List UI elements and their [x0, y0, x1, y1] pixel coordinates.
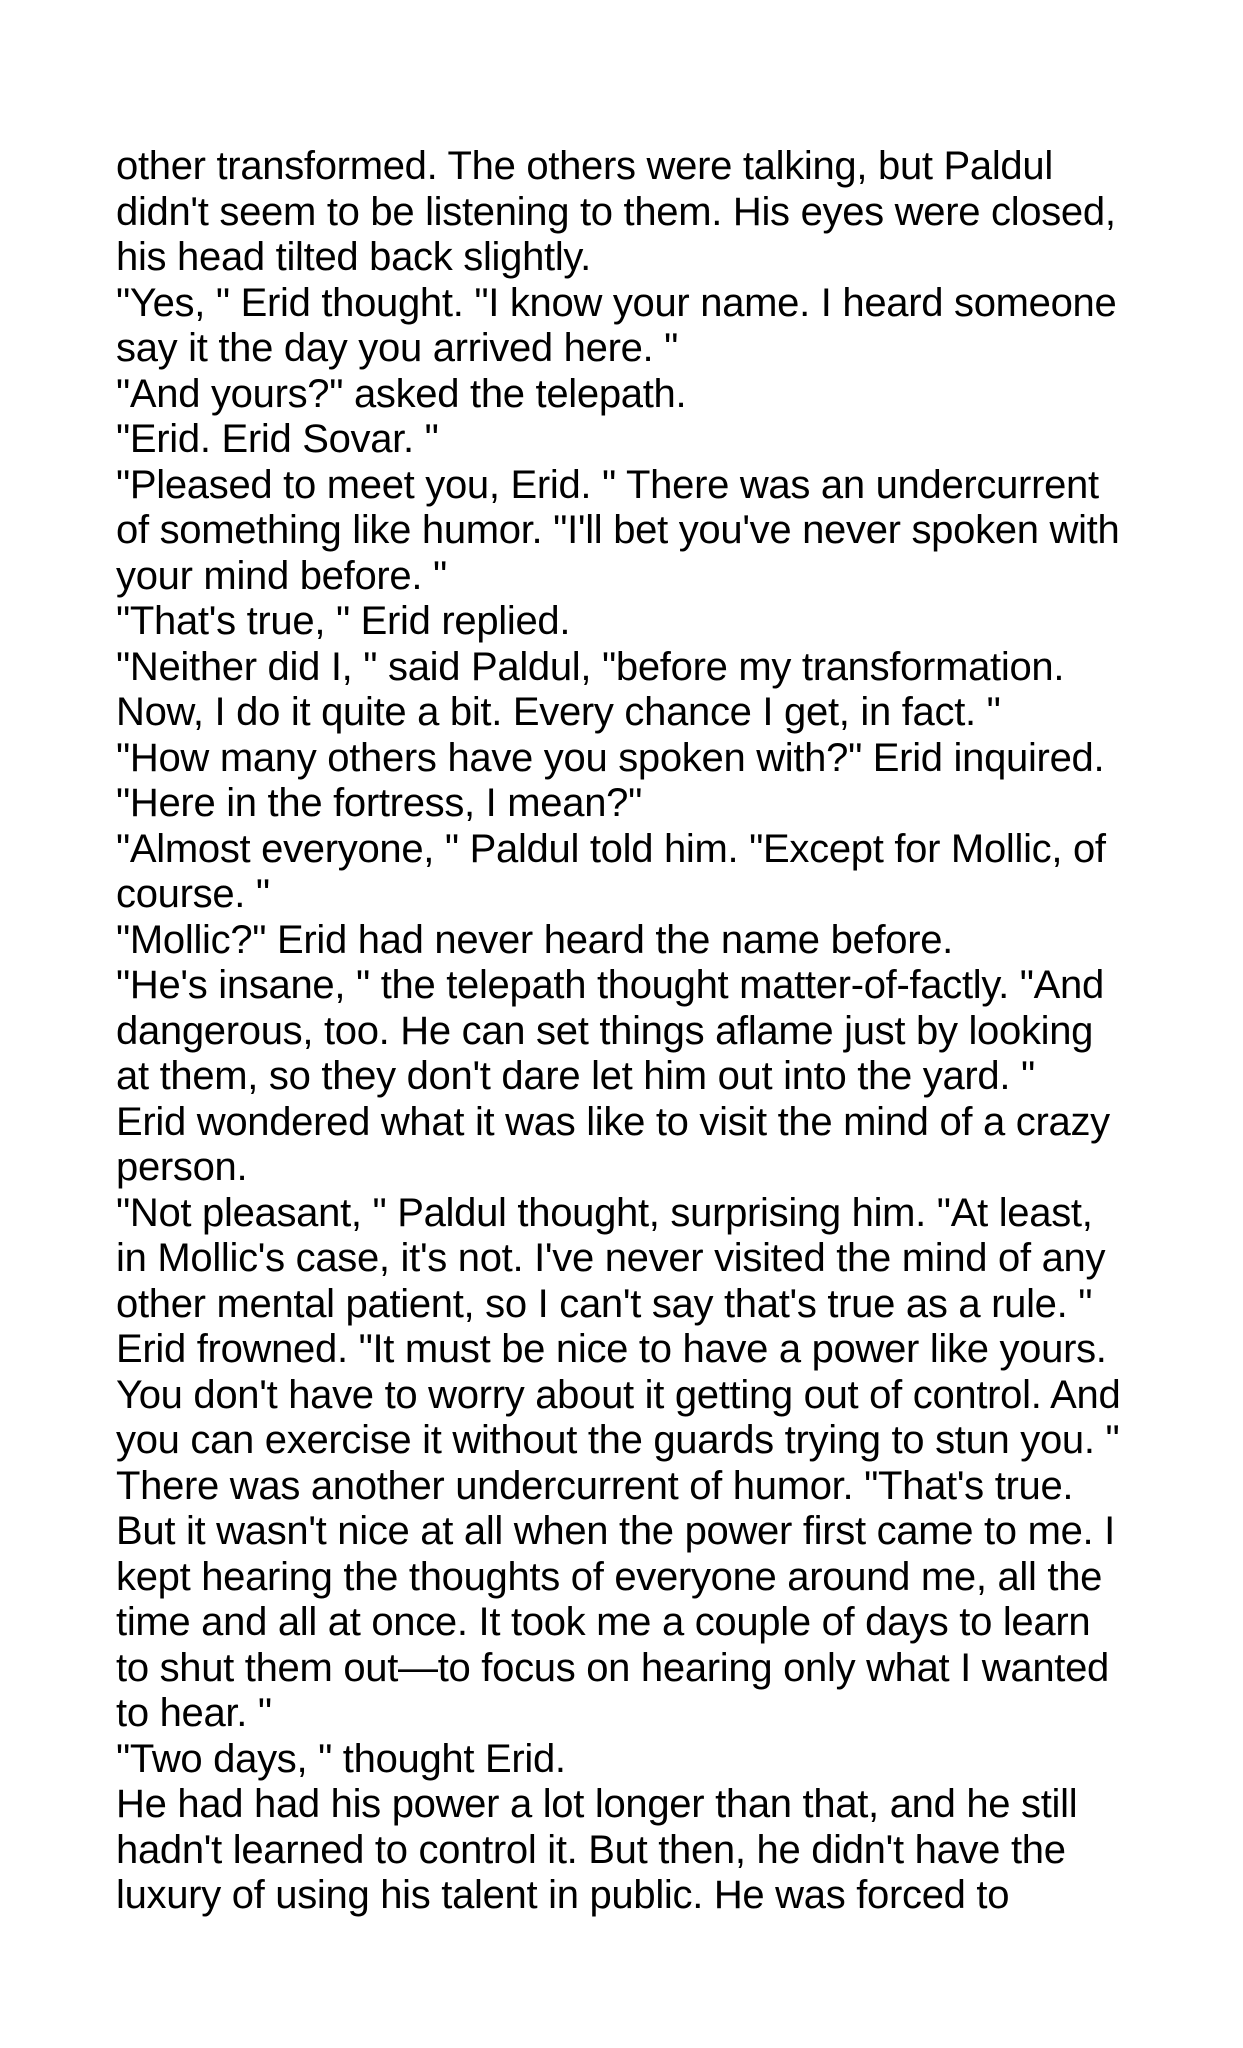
- text-line: "Not pleasant, " Paldul thought, surprising him. "At least,: [116, 1190, 1093, 1235]
- text-line: "He's insane, " the telepath thought matter-of-factly. "And: [116, 963, 1104, 1007]
- text-line: to shut them out—to focus on hearing only what I wanted: [116, 1645, 1109, 1690]
- text-line: at them, so they don't dare let him out into the yard. ": [116, 1054, 1035, 1098]
- text-line: other transformed. The others were talking, but Paldul: [116, 144, 1053, 188]
- text-line: "Pleased to meet you, Erid. " There was an undercurrent: [116, 462, 1099, 507]
- text-line: But it wasn't nice at all when the power first came to me. I: [116, 1509, 1115, 1553]
- text-line: Erid frowned. "It must be nice to have a power like yours.: [116, 1327, 1107, 1371]
- text-line: person.: [116, 1145, 248, 1189]
- text-line: "Erid. Erid Sovar. ": [116, 417, 439, 461]
- text-line: to hear. ": [116, 1691, 272, 1735]
- text-line: luxury of using his talent in public. He was forced to: [116, 1873, 1010, 1917]
- text-line: "That's true, " Erid replied.: [116, 599, 571, 643]
- text-line: Now, I do it quite a bit. Every chance I get, in fact. ": [116, 690, 1001, 734]
- text-line: "Here in the fortress, I mean?": [116, 781, 642, 825]
- text-line: didn't seem to be listening to them. His eyes were closed,: [116, 189, 1116, 234]
- body-text: [116, 144, 1196, 1919]
- text-line: "Two days, " thought Erid.: [116, 1736, 566, 1781]
- text-line: say it the day you arrived here. ": [116, 326, 679, 370]
- text-line: kept hearing the thoughts of everyone around me, all the: [116, 1554, 1103, 1599]
- text-line: "How many others have you spoken with?" Erid inquired.: [116, 735, 1105, 780]
- text-line: other mental patient, so I can't say that's true as a rule. ": [116, 1281, 1093, 1326]
- text-line: course. ": [116, 872, 270, 916]
- text-line: hadn't learned to control it. But then, he didn't have the: [116, 1827, 1066, 1872]
- text-line: dangerous, too. He can set things aflame just by looking: [116, 1008, 1094, 1053]
- text-line: Erid wondered what it was like to visit the mind of a crazy: [116, 1099, 1110, 1144]
- text-line: "Mollic?" Erid had never heard the name before.: [116, 917, 953, 962]
- text-line: your mind before. ": [116, 553, 447, 598]
- text-line: you can exercise it without the guards trying to stun you. ": [116, 1418, 1120, 1462]
- text-line: You don't have to worry about it getting out of control. And: [116, 1372, 1121, 1417]
- text-line: He had had his power a lot longer than that, and he still: [116, 1782, 1078, 1826]
- text-line: There was another undercurrent of humor. "That's true.: [116, 1463, 1074, 1508]
- text-line: "Neither did I, " said Paldul, "before my transformation.: [116, 644, 1065, 689]
- text-line: of something like humor. "I'll bet you've never spoken with: [116, 508, 1120, 552]
- text-line: his head tilted back slightly.: [116, 235, 591, 279]
- text-line: "Almost everyone, " Paldul told him. "Except for Mollic, of: [116, 826, 1106, 871]
- text-line: "Yes, " Erid thought. "I know your name. I heard someone: [116, 280, 1117, 325]
- text-line: time and all at once. It took me a couple of days to learn: [116, 1600, 1091, 1644]
- text-line: "And yours?" asked the telepath.: [116, 371, 687, 416]
- text-line: in Mollic's case, it's not. I've never visited the mind of any: [116, 1236, 1106, 1280]
